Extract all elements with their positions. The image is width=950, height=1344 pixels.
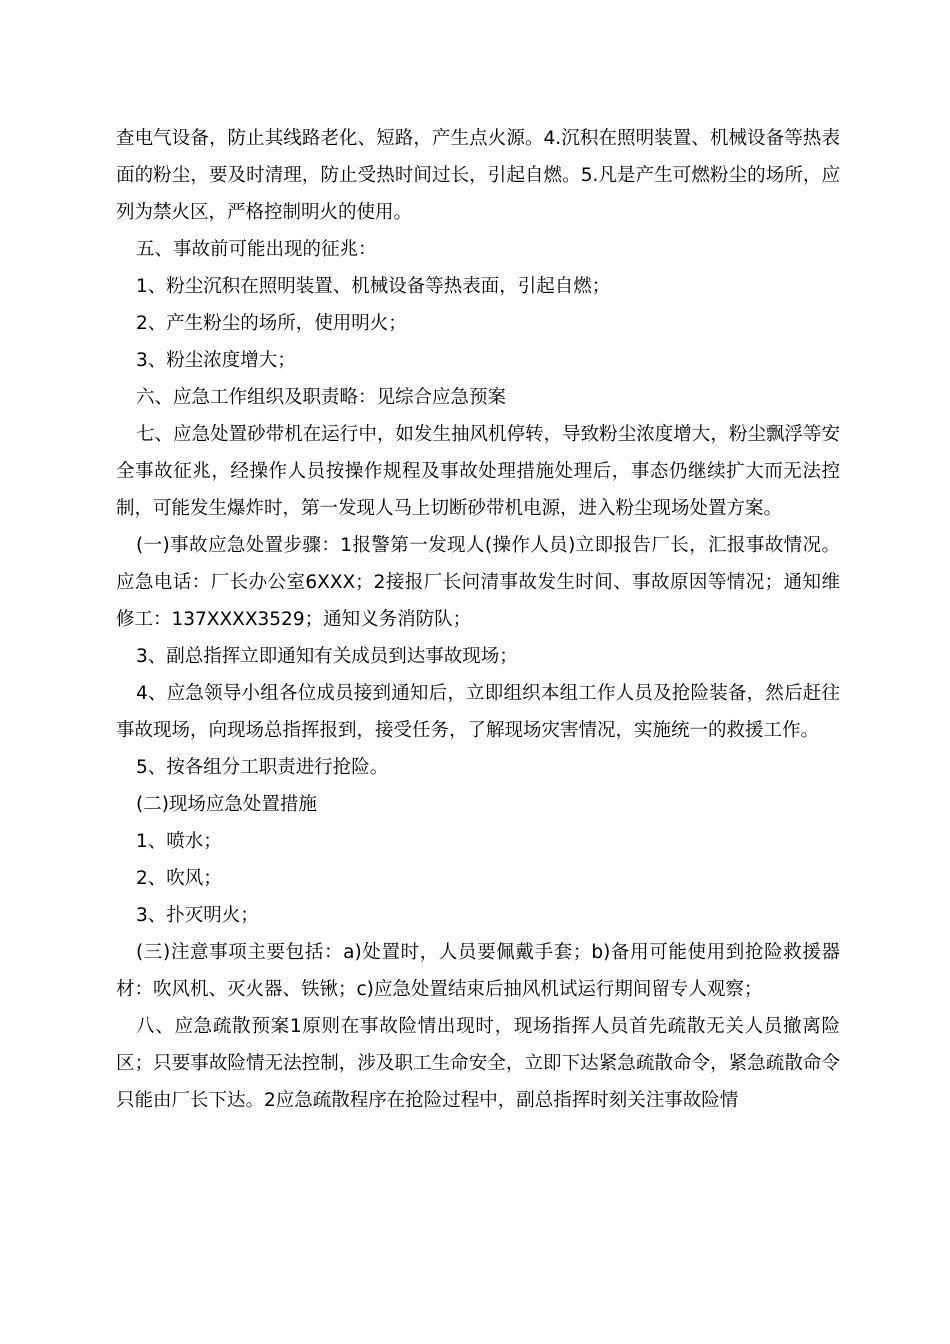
warning-sign-item: 1、粉尘沉积在照明装置、机械设备等热表面，引起自燃；: [136, 276, 611, 297]
section-6-heading: 六、应急工作组织及职责略：见综合应急预案: [136, 387, 507, 408]
measure-item: 1、喷水；: [136, 831, 222, 852]
procedure-step-item: 3、副总指挥立即通知有关成员到达事故现场；: [136, 646, 518, 667]
notes-paragraph: (三)注意事项主要包括：a)处置时，人员要佩戴手套；b)备用可能使用到抢险救援器材：吹风机、灭火器、铁锹；c)应急处置结束后抽风机试运行期间留专人观察；: [116, 942, 840, 1000]
document-body: [116, 120, 840, 1119]
measure-item: 2、吹风；: [136, 868, 222, 889]
measures-heading: (二)现场应急处置措施: [136, 794, 317, 815]
section-7-paragraph: 七、应急处置砂带机在运行中，如发生抽风机停转，导致粉尘浓度增大，粉尘飘浮等安全事故征兆，经操作人员按操作规程及事故处理措施处理后，事态仍继续扩大而无法控制，可能发生爆炸时，第一发现人马上切断砂带机电源，进入粉尘现场处置方案。: [116, 424, 840, 519]
warning-sign-item: 2、产生粉尘的场所，使用明火；: [136, 313, 407, 334]
measure-item: 3、扑灭明火；: [136, 905, 259, 926]
paragraph-continued: 查电气设备，防止其线路老化、短路，产生点火源。4.沉积在照明装置、机械设备等热表面的粉尘，要及时清理，防止受热时间过长，引起自燃。5.凡是产生可燃粉尘的场所，应列为禁火区，严格控制明火的使用。: [116, 128, 840, 223]
procedure-step-item: 4、应急领导小组各位成员接到通知后，立即组织本组工作人员及抢险装备，然后赶往事故现场，向现场总指挥报到，接受任务，了解现场灾害情况，实施统一的救援工作。: [116, 683, 840, 741]
warning-sign-item: 3、粉尘浓度增大；: [136, 350, 296, 371]
procedure-step-paragraph: (一)事故应急处置步骤：1报警第一发现人(操作人员)立即报告厂长，汇报事故情况。应急电话：厂长办公室6XXX；2接报厂长问清事故发生时间、事故原因等情况；通知维修工：137XXXX3529；通知义务消防队；: [116, 535, 840, 630]
procedure-step-item: 5、按各组分工职责进行抢险。: [136, 757, 389, 778]
section-5-heading: 五、事故前可能出现的征兆：: [136, 239, 377, 260]
section-8-paragraph: 八、应急疏散预案1原则在事故险情出现时，现场指挥人员首先疏散无关人员撤离险区；只要事故险情无法控制，涉及职工生命安全，立即下达紧急疏散命令，紧急疏散命令只能由厂长下达。2应急疏散程序在抢险过程中，副总指挥时刻关注事故险情: [116, 1016, 840, 1111]
